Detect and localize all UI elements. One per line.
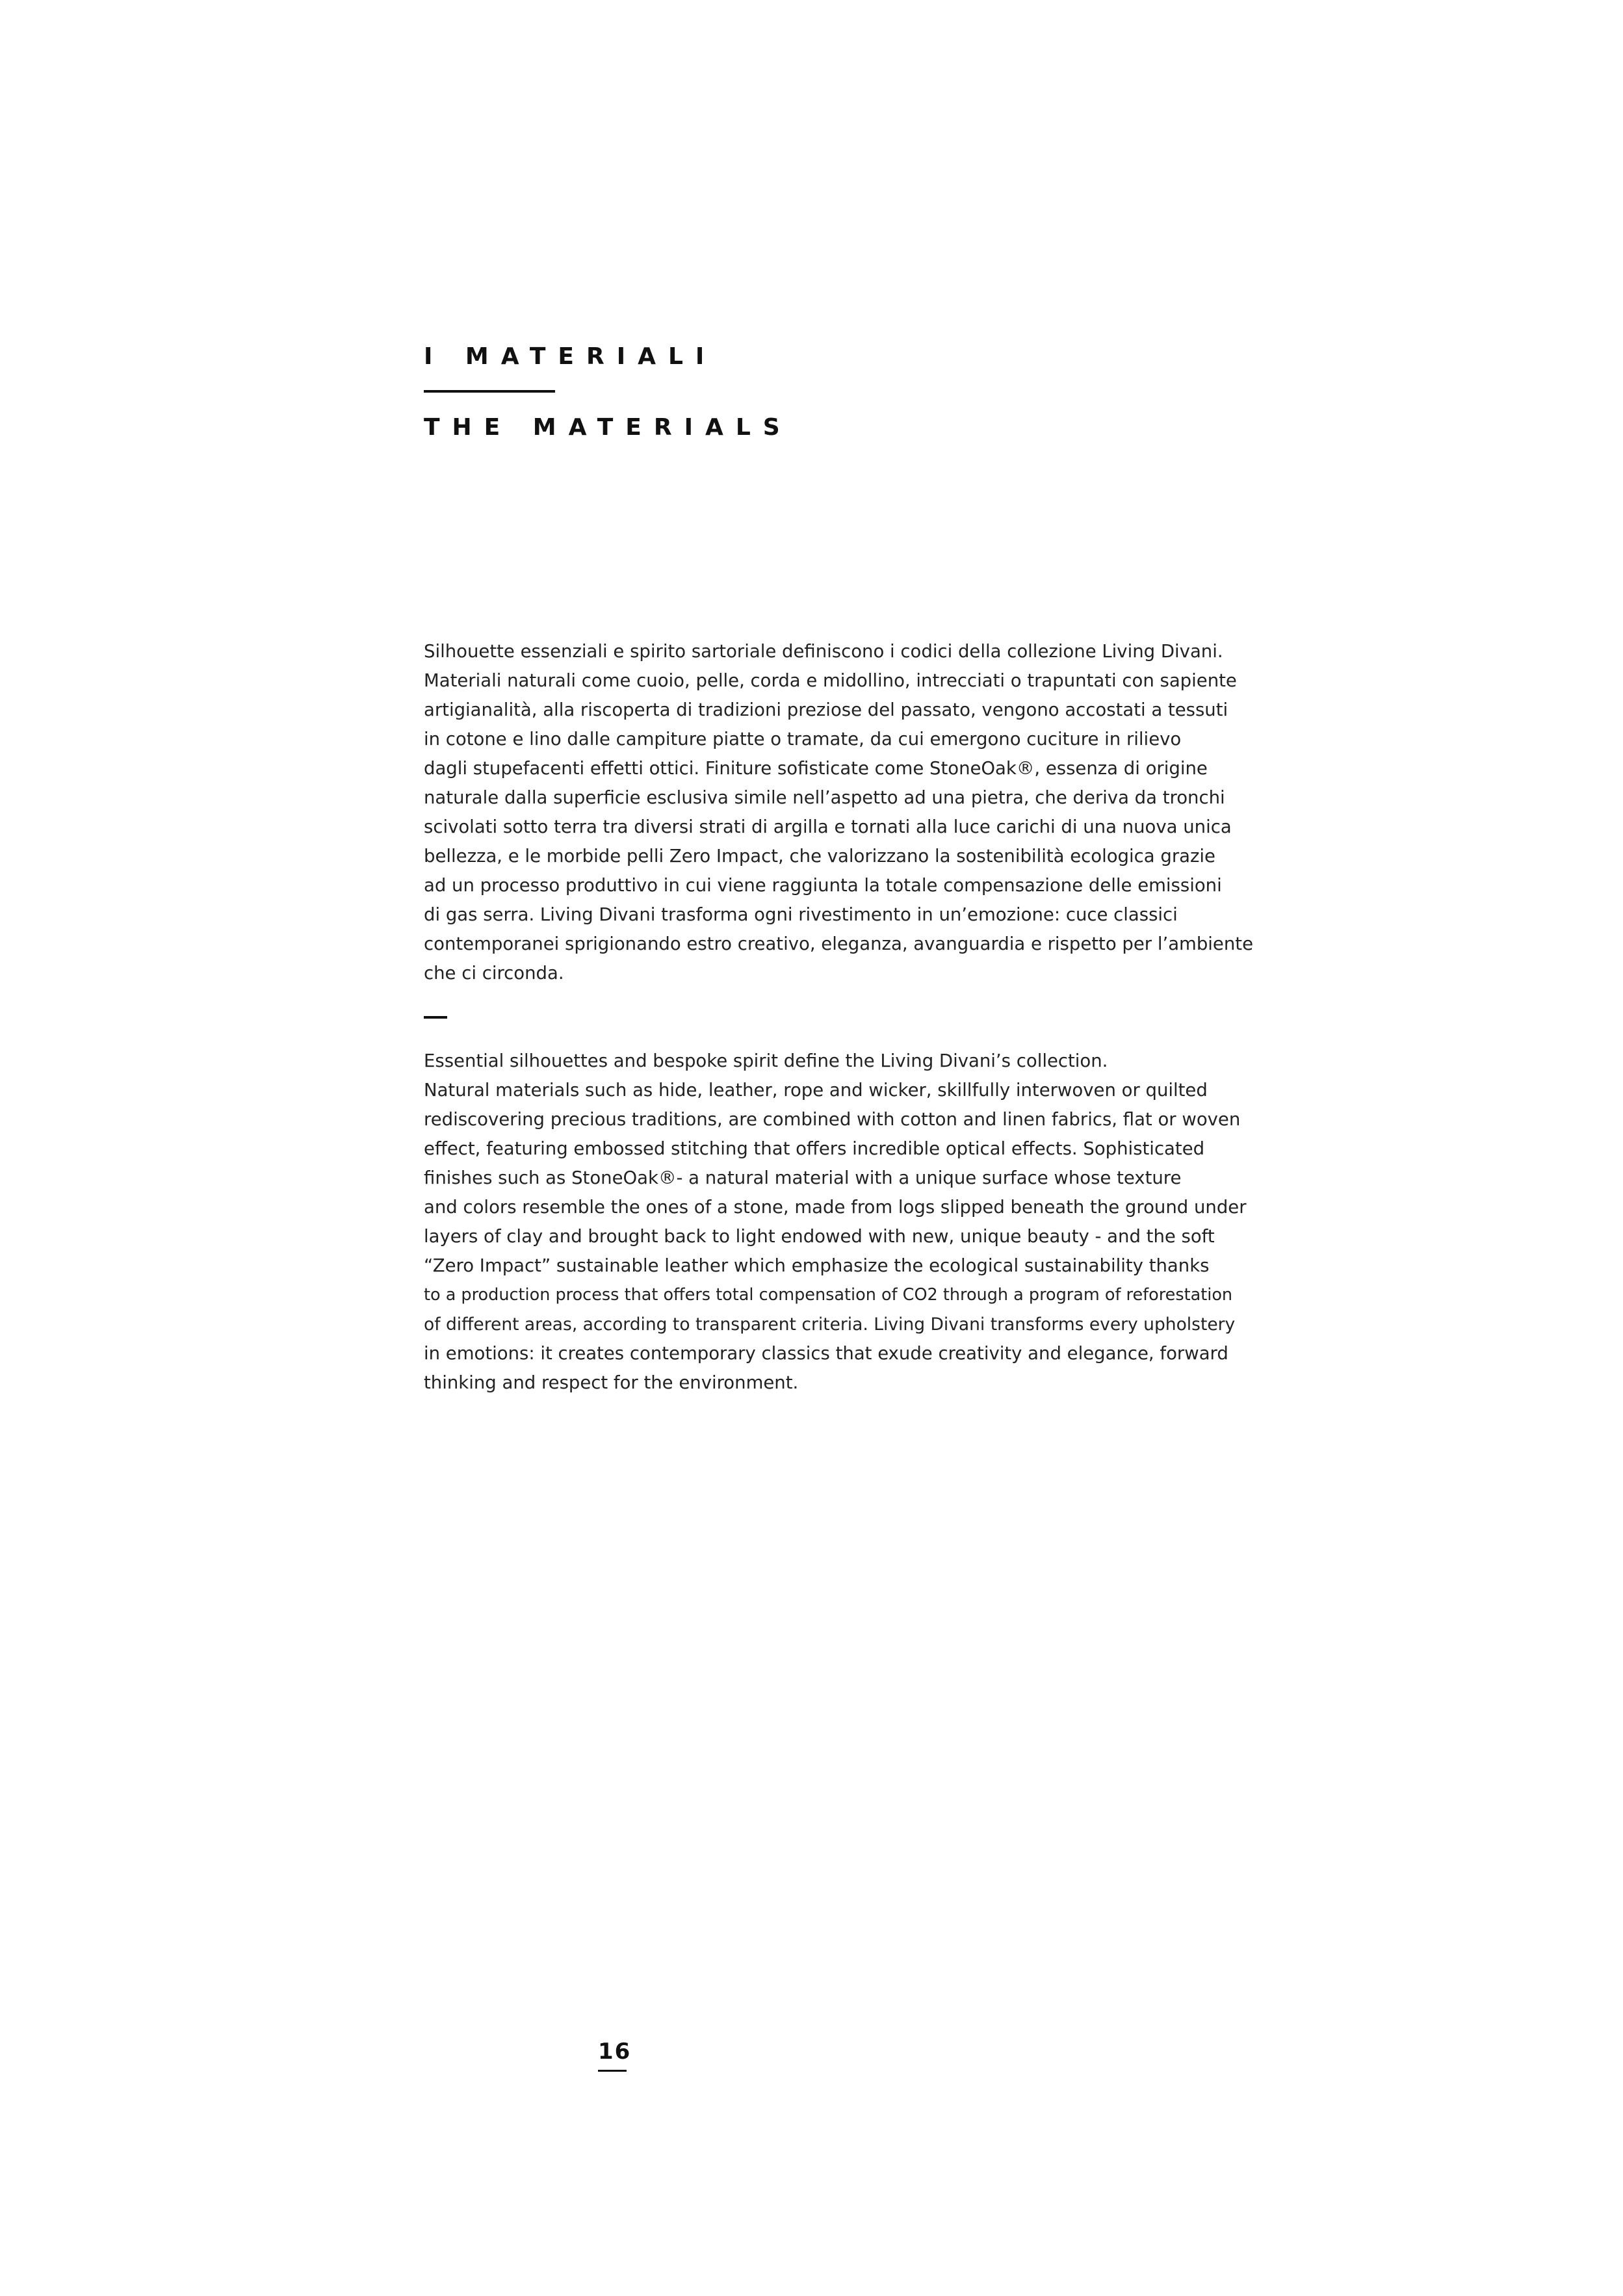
text-line: Natural materials such as hide, leather, rope and wicker, skillfully interwoven or quilted (424, 1080, 1208, 1101)
text-line: bellezza, e le morbide pelli Zero Impact, che valorizzano la sostenibilità ecologica grazie (424, 846, 1215, 867)
text-line: in cotone e lino dalle campiture piatte o tramate, da cui emergono cuciture in rilievo (424, 729, 1182, 750)
text-line: dagli stupefacenti effetti ottici. Finiture sofisticate come StoneOak®, essenza di origine (424, 758, 1208, 779)
text-line: contemporanei sprigionando estro creativo, eleganza, avanguardia e rispetto per l’ambiente (424, 933, 1253, 954)
heading-english: THE MATERIALS (424, 414, 792, 441)
text-line: ad un processo produttivo in cui viene raggiunta la totale compensazione delle emissioni (424, 875, 1222, 896)
text-line: to a production process that offers total compensation of CO2 through a program of reforestation (424, 1285, 1233, 1305)
english-paragraph (424, 1047, 1269, 1398)
text-line: finishes such as StoneOak®- a natural material with a unique surface whose texture (424, 1168, 1182, 1188)
text-line: effect, featuring embossed stitching that offers incredible optical effects. Sophisticated (424, 1138, 1205, 1159)
text-line: di gas serra. Living Divani trasforma ogni rivestimento in un’emozione: cuce classici (424, 904, 1178, 925)
text-line: in emotions: it creates contemporary classics that exude creativity and elegance, forward (424, 1343, 1228, 1364)
text-line: rediscovering precious traditions, are combined with cotton and linen fabrics, flat or woven (424, 1109, 1241, 1130)
text-line: of different areas, according to transparent criteria. Living Divani transforms every upholstery (424, 1314, 1236, 1335)
heading-italian: I MATERIALI (424, 343, 717, 370)
text-line: naturale dalla superficie esclusiva simile nell’aspetto ad una pietra, che deriva da tronchi (424, 787, 1225, 808)
text-line: thinking and respect for the environment. (424, 1372, 799, 1393)
text-line: Materiali naturali come cuoio, pelle, corda e midollino, intrecciati o trapuntati con sapiente (424, 670, 1237, 691)
heading-divider (424, 390, 555, 393)
text-line: che ci circonda. (424, 963, 564, 984)
section-separator (424, 1016, 447, 1019)
text-line: artigianalità, alla riscoperta di tradizioni preziose del passato, vengono accostati a tessuti (424, 699, 1228, 720)
text-line: and colors resemble the ones of a stone, made from logs slipped beneath the ground under (424, 1197, 1247, 1218)
text-line: Essential silhouettes and bespoke spirit define the Living Divani’s collection. (424, 1050, 1108, 1071)
text-line: “Zero Impact” sustainable leather which emphasize the ecological sustainability thanks (424, 1255, 1210, 1276)
text-line: Silhouette essenziali e spirito sartoriale definiscono i codici della collezione Living Divani. (424, 641, 1223, 662)
text-line: layers of clay and brought back to light endowed with new, unique beauty - and the soft (424, 1226, 1215, 1247)
italian-paragraph (424, 637, 1269, 988)
page-number-underline (598, 2070, 627, 2072)
text-line: scivolati sotto terra tra diversi strati di argilla e tornati alla luce carichi di una nuova unica (424, 816, 1232, 837)
page-number: 16 (598, 2039, 632, 2065)
